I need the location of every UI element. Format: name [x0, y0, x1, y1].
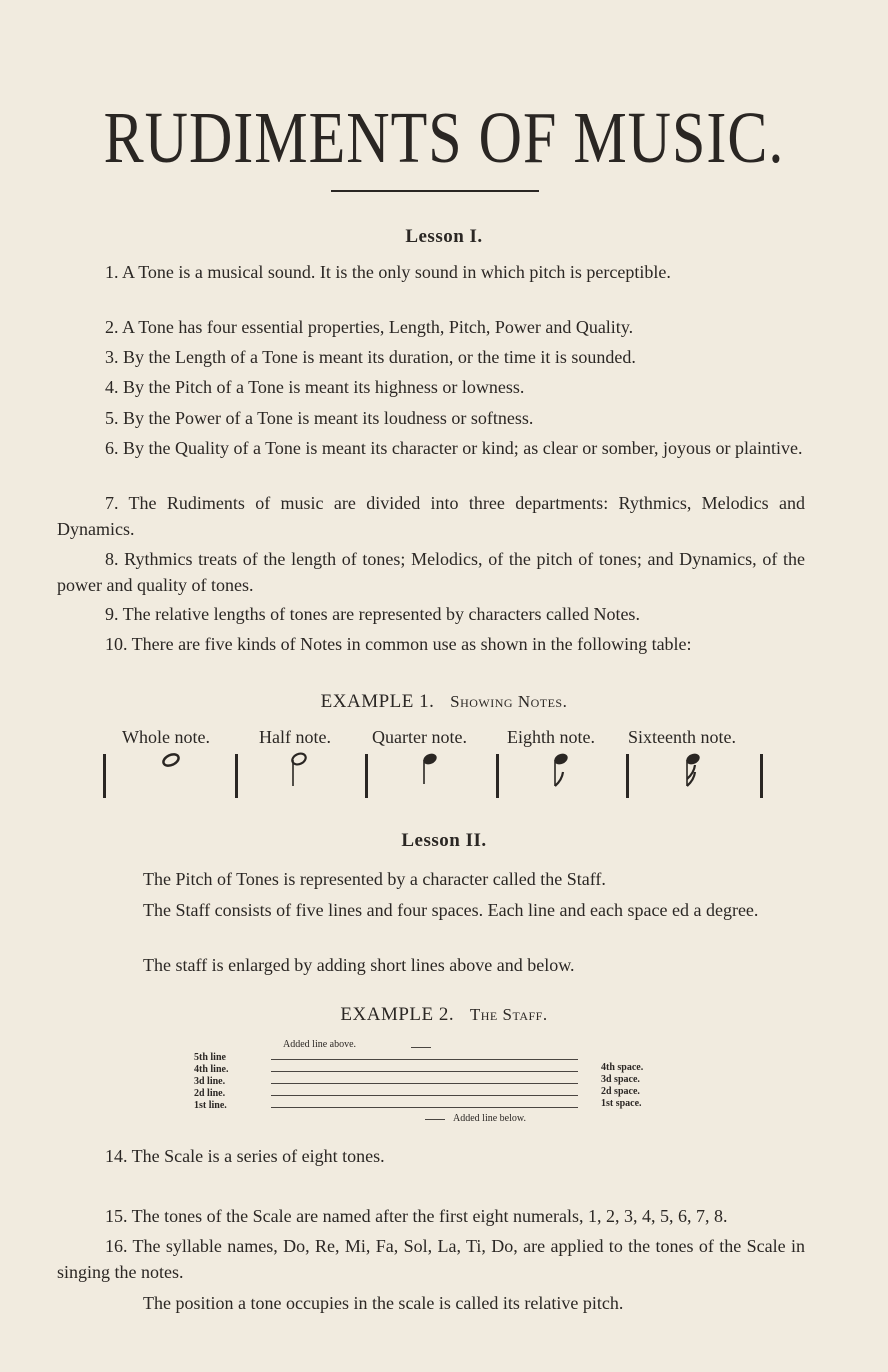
paragraph-16: 16. The syllable names, Do, Re, Mi, Fa, Sol, La, Ti, Do, are applied to the tones of the Scale in singing the notes.: [57, 1236, 805, 1282]
added-line-above-label: Added line above.: [283, 1039, 357, 1050]
paragraph-3: 3. By the Length of a Tone is meant its duration, or the time it is sounded.: [105, 347, 636, 367]
staff-space-label-4: 4th space.: [601, 1062, 644, 1073]
note-label-sixteenth: Sixteenth note.: [628, 727, 736, 747]
lesson-2-paragraph-3: The staff is enlarged by adding short lines above and below.: [143, 955, 575, 975]
note-label-quarter: Quarter note.: [372, 727, 467, 747]
example-2-caption: The Staff.: [469, 1005, 548, 1024]
note-label-half: Half note.: [259, 727, 331, 747]
paragraph-6: 6. By the Quality of a Tone is meant its character or kind; as clear or somber, joyous or plaintive.: [105, 438, 803, 458]
lesson-2-heading: Lesson II.: [401, 830, 487, 851]
lesson-2-paragraph-2: The Staff consists of five lines and four spaces. Each line and each space ed a degree.: [143, 900, 759, 920]
staff-line-label-5: 5th line: [194, 1052, 226, 1063]
paragraph-4: 4. By the Pitch of a Tone is meant its highness or lowness.: [105, 377, 525, 397]
note-label-whole: Whole note.: [122, 727, 210, 747]
paragraph-8: 8. Rythmics treats of the length of tones; Melodics, of the pitch of tones; and Dynamics, of the power and quality of tones.: [57, 549, 805, 595]
title-rule: [331, 190, 539, 192]
lesson-1-heading: Lesson I.: [405, 226, 483, 247]
bar-line: [760, 754, 763, 798]
paragraph-15: 15. The tones of the Scale are named after the first eight numerals, 1, 2, 3, 4, 5, 6, 7, 8.: [105, 1206, 728, 1226]
example-2-label: EXAMPLE 2.: [340, 1004, 455, 1025]
bar-line: [496, 754, 499, 798]
paragraph-14: 14. The Scale is a series of eight tones.: [105, 1146, 385, 1166]
staff-line-label-3: 3d line.: [194, 1076, 226, 1087]
paragraph-2: 2. A Tone has four essential properties, Length, Pitch, Power and Quality.: [105, 317, 634, 337]
ledger-line-above: [411, 1047, 431, 1048]
bar-line: [626, 754, 629, 798]
paragraph-relative-pitch: The position a tone occupies in the scale is called its relative pitch.: [143, 1293, 624, 1313]
note-label-eighth: Eighth note.: [507, 727, 595, 747]
whole-note-icon: [160, 750, 182, 770]
staff-line-1: [271, 1107, 578, 1108]
eighth-note-icon: [550, 750, 572, 792]
paragraph-9: 9. The relative lengths of tones are represented by characters called Notes.: [105, 604, 640, 624]
example-1-label: EXAMPLE 1.: [320, 691, 435, 712]
staff-line-label-1: 1st line.: [194, 1100, 227, 1111]
bar-line: [235, 754, 238, 798]
paragraph-10: 10. There are five kinds of Notes in common use as shown in the following table:: [105, 634, 692, 654]
ledger-line-below: [425, 1119, 445, 1120]
staff-line-5: [271, 1059, 578, 1060]
staff-line-3: [271, 1083, 578, 1084]
staff-line-label-4: 4th line.: [194, 1064, 229, 1075]
staff-line-label-2: 2d line.: [194, 1088, 226, 1099]
half-note-icon: [288, 750, 310, 790]
staff-space-label-3: 3d space.: [601, 1074, 640, 1085]
example-2-heading: [0, 1004, 888, 1026]
example-1-heading: [0, 691, 888, 713]
staff-line-4: [271, 1071, 578, 1072]
page-title: RUDIMENTS OF MUSIC.: [103, 97, 785, 178]
lesson-2-paragraph-1: The Pitch of Tones is represented by a character called the Staff.: [143, 869, 606, 889]
bar-line: [103, 754, 106, 798]
staff-line-2: [271, 1095, 578, 1096]
paragraph-7: 7. The Rudiments of music are divided into three departments: Rythmics, Melodics and Dynamics.: [57, 493, 805, 539]
example-1-caption: Showing Notes.: [450, 692, 568, 711]
paragraph-1: 1. A Tone is a musical sound. It is the only sound in which pitch is perceptible.: [105, 262, 671, 282]
bar-line: [365, 754, 368, 798]
staff-space-label-1: 1st space.: [601, 1098, 642, 1109]
added-line-below-label: Added line below.: [453, 1113, 526, 1124]
paragraph-5: 5. By the Power of a Tone is meant its loudness or softness.: [105, 408, 534, 428]
quarter-note-icon: [419, 750, 441, 790]
sixteenth-note-icon: [682, 750, 704, 792]
staff-space-label-2: 2d space.: [601, 1086, 640, 1097]
